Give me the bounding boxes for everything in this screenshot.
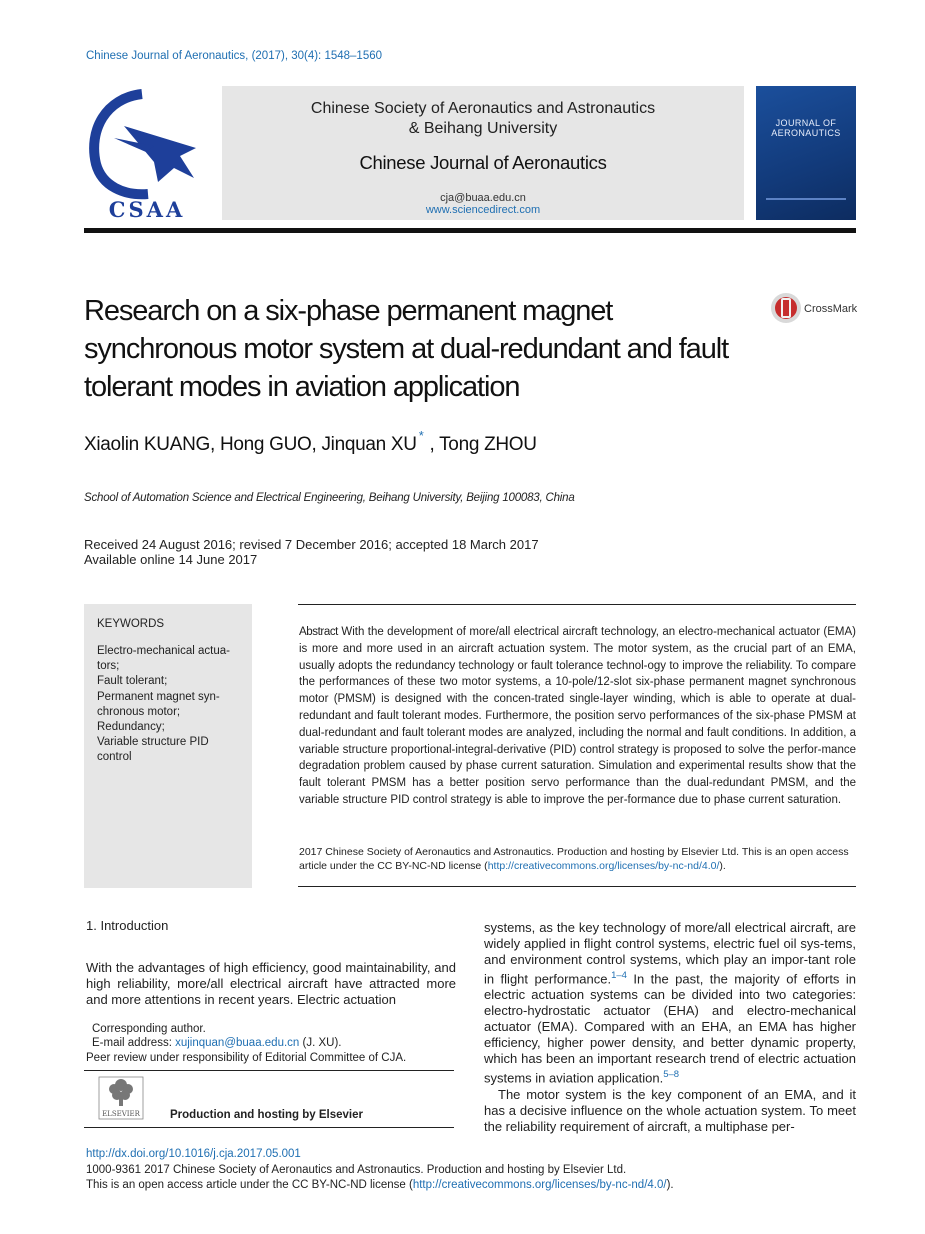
csaa-logo-text: CSAA — [108, 197, 186, 222]
abstract-license-link[interactable]: http://creativecommons.org/licenses/by-nc-nd/4.0/ — [487, 859, 720, 872]
keyword-item: Electro-mechanical actua-tors; — [97, 645, 230, 673]
intro-paragraph-2: The motor system is the key component of an EMA, and it has a decisive influence on the whole actuation system. To meet the reliability requirement of aircraft, a multiphase per- — [484, 1086, 856, 1134]
abstract-label: Abstract — [299, 626, 338, 638]
csaa-emblem-icon — [84, 86, 210, 222]
received-dates: Received 24 August 2016; revised 7 December 2016; accepted 18 March 2017 Available online 14 June 2017 — [84, 537, 539, 567]
society-name-line1: Chinese Society of Aeronautics and Astronautics — [310, 100, 656, 117]
doi-link[interactable]: http://dx.doi.org/10.1016/j.cja.2017.05.001 — [86, 1148, 301, 1160]
abstract-copyright-end: ). — [719, 859, 726, 872]
keyword-item: Redundancy; — [97, 721, 165, 734]
corresponding-author-note — [92, 1022, 341, 1050]
article-title: Research on a six-phase permanent magnet synchronous motor system at dual-redundant and fault tolerant modes in aviation application — [84, 295, 729, 403]
csaa-logo — [84, 86, 210, 222]
email-line — [92, 1036, 341, 1050]
abstract-bottom-rule — [298, 886, 856, 887]
email-label: E-mail address: — [92, 1037, 176, 1049]
abstract-top-rule — [298, 604, 856, 605]
cover-title: JOURNAL OF AERONAUTICS — [771, 118, 841, 138]
authors-before: Xiaolin KUANG, Hong GUO, Jinquan XU — [84, 434, 417, 455]
keywords-box — [84, 604, 252, 888]
intro-p1-part-b: In the past, the majority of efforts in electric actuation systems can be divided into two categories: electro-hydrostatic actuator (EHA) and electro-mechanical actuator (EMA). Compared with an EHA, an EMA has higher efficiency, higher power density, and better dynamic property, which has been an important research trend of electric actuation systems in aviation application. — [484, 971, 856, 1086]
affiliation: School of Automation Science and Electrical Engineering, Beihang University, Beijing 100083, China — [84, 492, 575, 504]
abstract-copyright — [299, 846, 856, 873]
elsevier-production-box — [84, 1070, 454, 1128]
elsevier-logo-text: ELSEVIER — [102, 1110, 140, 1118]
abstract-copyright-text: 2017 Chinese Society of Aeronautics and Astronautics. Production and hosting by Elsevier Ltd. This is an open access article under the CC BY-NC-ND license ( — [299, 846, 849, 872]
authors-after: , Tong ZHOU — [429, 434, 537, 455]
corresponding-author-mark[interactable]: * — [418, 428, 424, 443]
crossmark-icon — [770, 292, 860, 326]
abstract-text: With the development of more/all electrical aircraft technology, an electro-mechanical actuator (EMA) is more and more used in an aircraft actuation system. The motor system, as the crucial part of an EMA, usually adopts the redundancy technology or fault tolerance technol-ogy to improve the reliability. To compare the performances of these two motor systems, a 10-pole/12-slot six-phase permanent magnet synchronous motor (PMSM) is designed with the concen-trated single-layer winding, which is able to operate at dual-redundant and fault tolerant modes. Furthermore, the position servo performances of the six-phase PMSM at dual-redundant and fault tolerant modes are analyzed, including the normal and fault conditions. In addition, a variable structure proportional-integral-derivative (PID) control strategy is proposed to solve the perfor-mance degradation problem caused by phase current saturation. Simulation and experimental results show that the fault tolerant PMSM has a better position servo performance than the dual-redundant PMSM, and the variable structure PID control strategy is able to improve the per-formance due to phase current saturation. — [299, 626, 856, 806]
intro-right-column — [484, 920, 856, 1135]
keyword-item: Permanent magnet syn-chronous motor; — [97, 690, 220, 718]
journal-name: Chinese Journal of Aeronautics — [359, 152, 607, 173]
section-heading-introduction: 1. Introduction — [86, 918, 169, 933]
crossmark-label: CrossMark — [804, 303, 858, 315]
peer-review-note: Peer review under responsibility of Editorial Committee of CJA. — [86, 1052, 407, 1064]
author-list — [84, 428, 537, 456]
cover-strip — [766, 198, 846, 200]
crossmark-badge[interactable] — [770, 292, 860, 326]
reference-link[interactable]: 5–8 — [663, 1069, 680, 1081]
reference-link[interactable]: 1–4 — [611, 970, 627, 981]
society-name-line2: & Beihang University — [408, 120, 558, 137]
license-link[interactable]: http://creativecommons.org/licenses/by-nc-nd/4.0/ — [412, 1179, 667, 1191]
keyword-item: Fault tolerant; — [97, 675, 168, 688]
elsevier-production-text: Production and hosting by Elsevier — [170, 1109, 363, 1121]
license-prefix: This is an open access article under the CC BY-NC-ND license ( — [86, 1179, 413, 1191]
email-suffix: (J. XU). — [299, 1037, 342, 1049]
elsevier-logo — [98, 1076, 144, 1120]
license-suffix: ). — [666, 1179, 674, 1191]
author-email-link[interactable]: xujinquan@buaa.edu.cn — [175, 1037, 300, 1049]
sciencedirect-link[interactable]: www.sciencedirect.com — [425, 204, 541, 216]
journal-email[interactable]: cja@buaa.edu.cn — [440, 192, 526, 204]
elsevier-tree-icon — [98, 1076, 144, 1120]
intro-paragraph-left: With the advantages of high efficiency, good maintainability, and high reliability, more/all electrical aircraft have attracted more and more attentions in recent years. Electric actuation — [86, 960, 456, 1007]
header-divider — [84, 228, 856, 233]
journal-citation[interactable]: Chinese Journal of Aeronautics, (2017), 30(4): 1548–1560 — [86, 50, 383, 62]
keywords-list — [97, 644, 243, 766]
abstract — [299, 624, 856, 809]
intro-paragraph-1 — [484, 920, 856, 1087]
intro-p1-part-a: systems, as the key technology of more/all electrical aircraft, are widely applied in flight control systems, electric fuel oil sys-tems, and environment control systems, which play an impor-tant role in flight performance. — [484, 920, 856, 987]
journal-header — [222, 86, 744, 220]
keyword-item: Variable structure PID control — [97, 736, 209, 764]
journal-cover-image — [756, 86, 856, 220]
keywords-heading: KEYWORDS — [97, 618, 165, 630]
license-line — [86, 1179, 674, 1191]
corresponding-author-label: Corresponding author. — [92, 1023, 206, 1035]
issn-line: 1000-9361 2017 Chinese Society of Aeronautics and Astronautics. Production and hosting by Elsevier Ltd. — [86, 1164, 627, 1176]
